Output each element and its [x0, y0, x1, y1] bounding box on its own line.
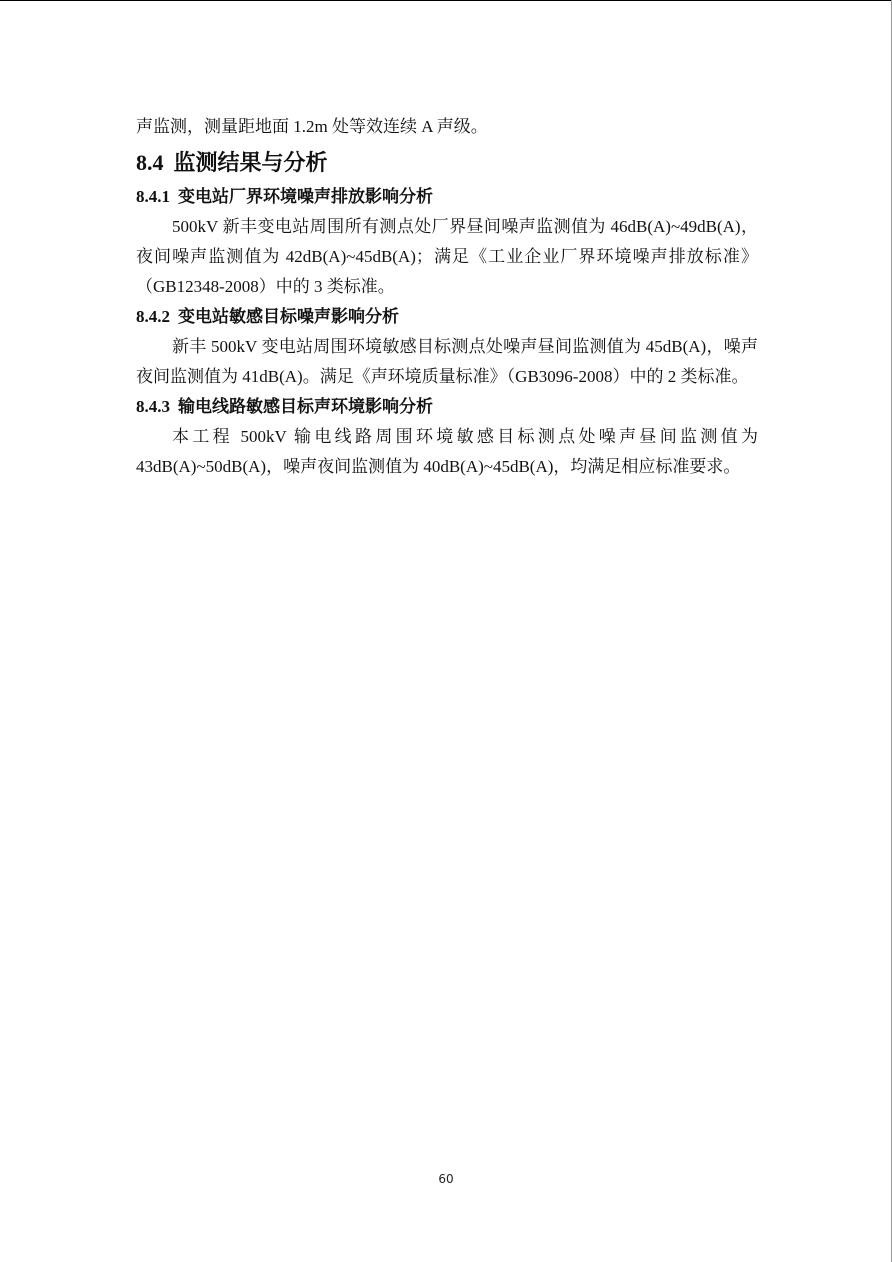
section-heading: [136, 146, 758, 180]
section-title: 监测结果与分析: [173, 150, 328, 175]
subsection-heading-3: [136, 392, 758, 422]
subsection-heading-1: [136, 182, 758, 212]
section-number: 8.4: [136, 150, 164, 175]
subsection-number: 8.4.1: [136, 187, 170, 206]
subsection-number: 8.4.2: [136, 307, 170, 326]
subsection-number: 8.4.3: [136, 397, 170, 416]
top-border-line: [0, 0, 892, 1]
subsection-title: 变电站厂界环境噪声排放影响分析: [178, 187, 433, 206]
subsection-title: 变电站敏感目标噪声影响分析: [178, 307, 399, 326]
subsection-paragraph-2: 新丰 500kV 变电站周围环境敏感目标测点处噪声昼间监测值为 45dB(A)，噪声夜间监测值为 41dB(A)。满足《声环境质量标准》（GB3096-2008）中的 2 类标准。: [136, 337, 758, 386]
page-body: [136, 112, 758, 482]
subsection-paragraph-1: 500kV 新丰变电站周围所有测点处厂界昼间噪声监测值为 46dB(A)~49dB(A)，夜间噪声监测值为 42dB(A)~45dB(A)；满足《工业企业厂界环境噪声排放标准》（GB12348-2008）中的 3 类标准。: [136, 217, 758, 296]
subsection-title: 输电线路敏感目标声环境影响分析: [178, 397, 433, 416]
intro-paragraph: 声监测，测量距地面 1.2m 处等效连续 A 声级。: [136, 117, 488, 136]
subsection-heading-2: [136, 302, 758, 332]
subsection-paragraph-3: 本工程 500kV 输电线路周围环境敏感目标测点处噪声昼间监测值为 43dB(A)~50dB(A)，噪声夜间监测值为 40dB(A)~45dB(A)，均满足相应标准要求。: [136, 427, 758, 476]
page-number: 60: [438, 1172, 454, 1186]
